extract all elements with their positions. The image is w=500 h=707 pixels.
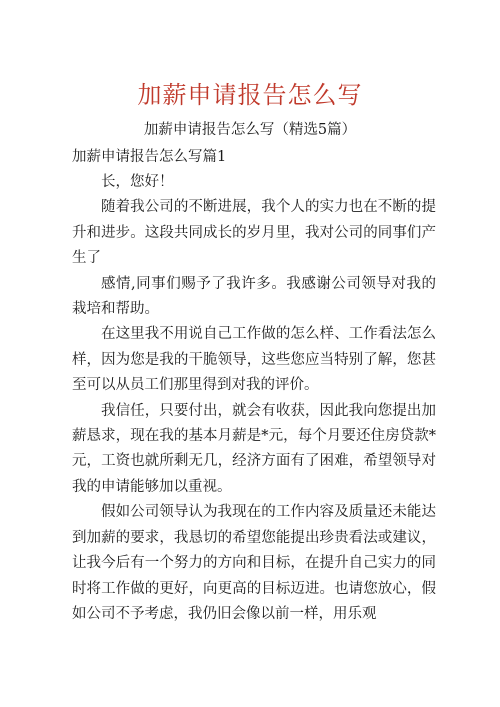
paragraph: 我信任，只要付出，就会有收获，因此我向您提出加薪恳求，现在我的基本月薪是*元，每个月要还住房贷款*元，工资也就所剩无几，经济方面有了困难，希望领导对我的申请能够加以重视。 (72, 402, 436, 495)
paragraph: 假如公司领导认为我现在的工作内容及质量还未能达到加薪的要求，我恳切的希望您能提出珍贵看法或建议，让我今后有一个努力的方向和目标，在提升自己实力的同时将工作做的更好，向更高的目标迈进。也请您放心，假如公司不予考虑，我仍旧会像以前一样，用乐观 (72, 504, 436, 622)
paragraph: 随着我公司的不断进展，我个人的实力也在不断的提升和进步。这段共同成长的岁月里，我对公司的同事们产生了 (72, 199, 436, 267)
paragraph-greeting: 长，您好！ (101, 174, 174, 190)
paragraph: 在这里我不用说自己工作做的怎么样、工作看法怎么样，因为您是我的干脆领导，这些您应当特别了解，您甚至可以从员工们那里得到对我的评价。 (72, 326, 436, 394)
document-title: 加薪申请报告怎么写 (137, 81, 363, 109)
document-subtitle: 加薪申请报告怎么写（精选5篇） (143, 122, 357, 138)
paragraph: 感情,同事们赐予了我许多。我感谢公司领导对我的栽培和帮助。 (72, 275, 436, 318)
section-heading: 加薪申请报告怎么写篇1 (72, 149, 227, 165)
document-body (72, 170, 436, 627)
